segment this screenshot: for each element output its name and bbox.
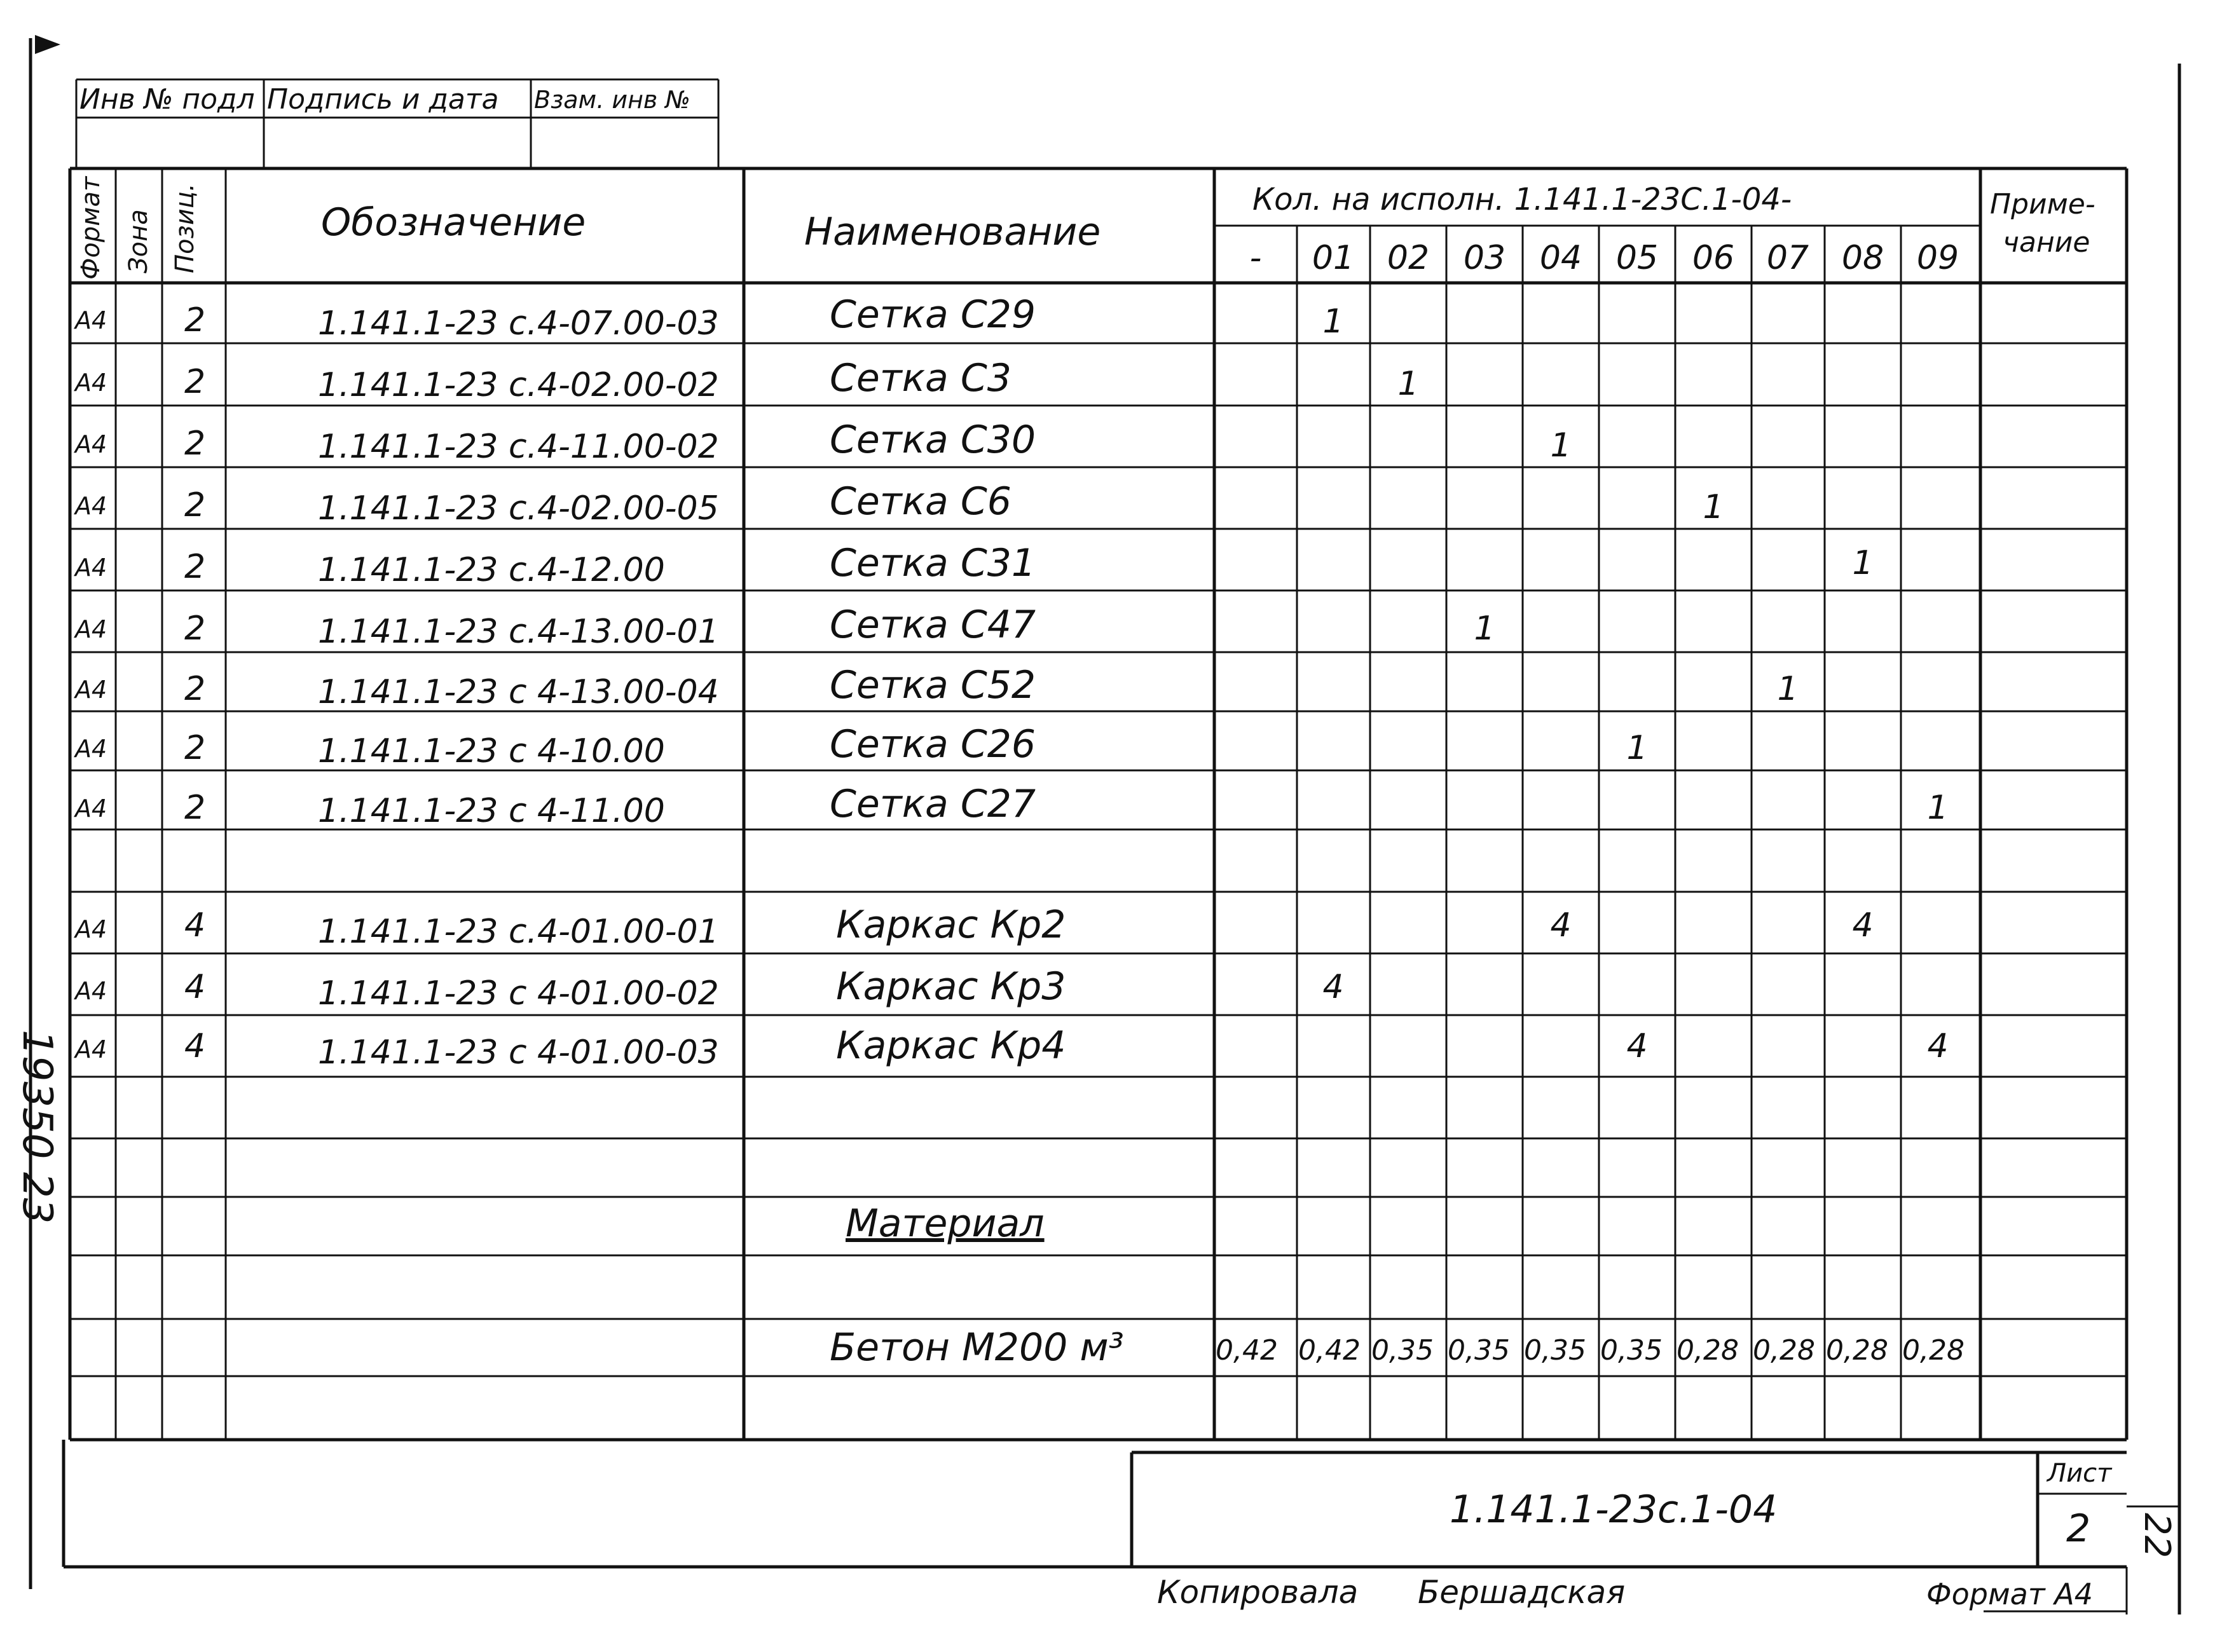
- row-format: А4: [75, 554, 107, 582]
- karkas-format: А4: [75, 915, 107, 943]
- footer-copier-name: Бершадская: [1418, 1574, 1626, 1611]
- karkas-oboz: 1.141.1-23 с.4-01.00-01: [318, 913, 719, 951]
- beton-value: 0,42: [1216, 1334, 1278, 1367]
- col-header-06: 06: [1692, 239, 1735, 277]
- row-qty: 1: [1550, 427, 1572, 465]
- header-primechanie-2: чание: [2003, 226, 2090, 259]
- row-oboz: 1.141.1-23 с.4-07.00-03: [318, 304, 719, 343]
- row-format: А4: [75, 492, 107, 520]
- header-primechanie-1: Приме-: [1990, 188, 2095, 221]
- footer-copied-label: Копировала: [1157, 1574, 1359, 1611]
- col-header-05: 05: [1615, 239, 1659, 277]
- row-oboz: 1.141.1-23 с 4-11.00: [318, 792, 665, 830]
- karkas-name: Каркас Кр4: [836, 1023, 1066, 1068]
- karkas-format: А4: [75, 977, 107, 1005]
- list-label: Лист: [2047, 1459, 2112, 1488]
- row-format: А4: [75, 735, 107, 763]
- karkas-qty-01: 4: [1322, 968, 1344, 1006]
- row-poz: 2: [184, 301, 206, 339]
- row-format: А4: [75, 430, 107, 458]
- col-header-07: 07: [1766, 239, 1809, 277]
- row-name: Сетка С3: [830, 356, 1011, 400]
- row-qty: 1: [1322, 303, 1344, 341]
- row-poz: 2: [184, 486, 206, 524]
- row-qty: 1: [1703, 488, 1724, 526]
- row-format: А4: [75, 795, 107, 823]
- stamp-vzam-label: Взам. инв №: [534, 86, 690, 114]
- row-name: Сетка С31: [830, 541, 1036, 585]
- row-name: Сетка С47: [830, 603, 1036, 647]
- row-name: Сетка С29: [830, 292, 1036, 337]
- karkas-oboz: 1.141.1-23 с 4-01.00-02: [318, 974, 719, 1013]
- header-oboznachenie: Обозначение: [321, 200, 586, 245]
- title-designation: 1.141.1-23с.1-04: [1450, 1487, 1778, 1532]
- beton-name: Бетон М200 м³: [830, 1325, 1124, 1370]
- karkas-name: Каркас Кр2: [836, 903, 1066, 947]
- row-name: Сетка С30: [830, 418, 1036, 462]
- header-poz: Позиц.: [170, 183, 200, 273]
- beton-value: 0,28: [1677, 1334, 1739, 1367]
- row-poz: 2: [184, 548, 206, 586]
- beton-value: 0,42: [1298, 1334, 1361, 1367]
- row-oboz: 1.141.1-23 с.4-11.00-02: [318, 428, 719, 466]
- header-naimenovanie: Наименование: [804, 210, 1101, 254]
- row-qty: 1: [1474, 610, 1495, 648]
- margin-note: 19350 23: [13, 1030, 60, 1224]
- page-corner-number: 22: [2136, 1513, 2177, 1559]
- header-format: Формат: [76, 176, 106, 280]
- row-oboz: 1.141.1-23 с 4-13.00-04: [318, 673, 719, 711]
- row-qty: 1: [1626, 729, 1648, 767]
- row-poz: 2: [184, 789, 206, 827]
- row-format: А4: [75, 306, 107, 334]
- karkas-format: А4: [75, 1035, 107, 1063]
- row-oboz: 1.141.1-23 с.4-02.00-02: [318, 366, 719, 404]
- row-qty: 1: [1777, 670, 1799, 708]
- row-poz: 2: [184, 425, 206, 463]
- karkas-qty-05: 4: [1626, 1027, 1648, 1065]
- beton-value: 0,35: [1371, 1334, 1434, 1367]
- row-oboz: 1.141.1-23 с.4-13.00-01: [318, 613, 719, 651]
- header-zona: Зона: [124, 209, 153, 273]
- row-oboz: 1.141.1-23 с.4-02.00-05: [318, 489, 719, 528]
- row-oboz: 1.141.1-23 с 4-10.00: [318, 732, 665, 770]
- stamp-podpis-label: Подпись и дата: [267, 83, 499, 116]
- row-qty: 1: [1852, 544, 1874, 582]
- karkas-poz: 4: [184, 968, 206, 1006]
- row-oboz: 1.141.1-23 с.4-12.00: [318, 551, 665, 589]
- karkas-qty-04: 4: [1550, 906, 1572, 945]
- col-header-01: 01: [1312, 239, 1355, 277]
- col-header-04: 04: [1539, 239, 1582, 277]
- karkas-qty-09: 4: [1927, 1027, 1949, 1065]
- row-poz: 2: [184, 670, 206, 708]
- beton-value: 0,28: [1753, 1334, 1815, 1367]
- col-header-dash: -: [1249, 239, 1262, 277]
- beton-value: 0,28: [1902, 1334, 1965, 1367]
- karkas-poz: 4: [184, 1027, 206, 1065]
- karkas-poz: 4: [184, 906, 206, 945]
- row-name: Сетка С26: [830, 722, 1036, 767]
- row-poz: 2: [184, 610, 206, 648]
- row-format: А4: [75, 369, 107, 397]
- row-name: Сетка С6: [830, 479, 1011, 524]
- footer-format-label: Формат А4: [1926, 1577, 2093, 1611]
- header-kol-title: Кол. на исполн. 1.141.1-23С.1-04-: [1252, 182, 1792, 217]
- beton-value: 0,35: [1448, 1334, 1510, 1367]
- col-header-03: 03: [1463, 239, 1506, 277]
- karkas-oboz: 1.141.1-23 с 4-01.00-03: [318, 1034, 719, 1072]
- beton-value: 0,35: [1524, 1334, 1586, 1367]
- row-format: А4: [75, 676, 107, 704]
- row-format: А4: [75, 615, 107, 643]
- row-poz: 2: [184, 729, 206, 767]
- col-header-02: 02: [1387, 239, 1430, 277]
- list-number: 2: [2066, 1506, 2091, 1551]
- col-header-08: 08: [1841, 239, 1884, 277]
- col-header-09: 09: [1916, 239, 1959, 277]
- karkas-qty-08: 4: [1852, 906, 1874, 945]
- stamp-inv-label: Инв № подл: [79, 83, 255, 116]
- material-heading: Материал: [846, 1201, 1045, 1246]
- karkas-name: Каркас Кр3: [836, 964, 1066, 1009]
- row-poz: 2: [184, 363, 206, 401]
- beton-value: 0,28: [1826, 1334, 1888, 1367]
- beton-value: 0,35: [1600, 1334, 1663, 1367]
- row-qty: 1: [1927, 789, 1949, 827]
- row-name: Сетка С27: [830, 782, 1036, 826]
- row-name: Сетка С52: [830, 663, 1036, 707]
- row-qty: 1: [1397, 365, 1419, 403]
